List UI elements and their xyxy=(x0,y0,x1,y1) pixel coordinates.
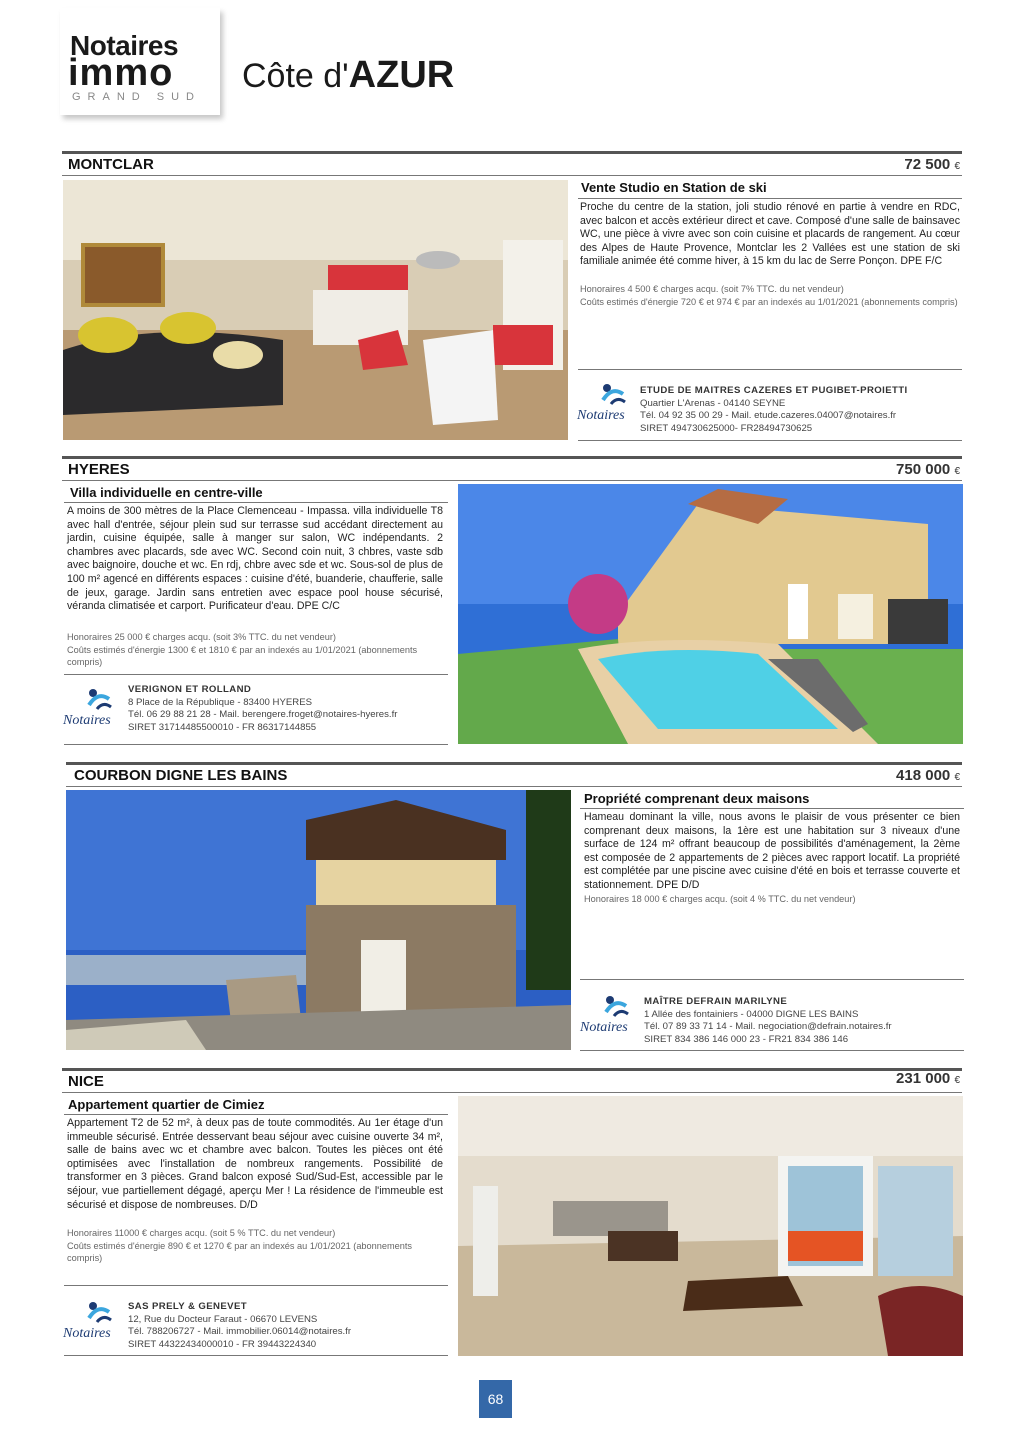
contact-name: ETUDE DE MAITRES CAZERES ET PUGIBET-PROIETTI xyxy=(640,385,908,396)
listing-title: Appartement quartier de Cimiez xyxy=(68,1097,265,1112)
contact-block xyxy=(128,684,448,734)
listing-description: Proche du centre de la station, joli studio rénové en partie à vendre en RDC, avec balcon et accès extérieur direct et cave. Composé d'une salle de bainsavec WC, une pièce à vivre avec son coin cuisine et placards de rangement. Au cœur des Alpes de Haute Provence, Montclar les 2 Vallées est une station de ski familiale animée été comme hiver, à 15 km du lac de Serre Ponçon. DPE F/C xyxy=(580,201,960,268)
contact-siret: SIRET 44322434000010 - FR 39443224340 xyxy=(128,1338,317,1350)
listing-rule-thin xyxy=(580,808,964,809)
region-title xyxy=(242,54,454,97)
listing-title: Villa individuelle en centre-ville xyxy=(70,485,263,500)
listing-rule xyxy=(62,151,962,154)
listing-fees: Honoraires 25 000 € charges acqu. (soit 3% TTC. du net vendeur) Coûts estimés d'énergie 1300 € et 1810 € par an indexés au 1/01/2021 (abonnements compris) xyxy=(67,632,418,668)
listing-title: Propriété comprenant deux maisons xyxy=(584,791,810,806)
listing-rule-thin xyxy=(578,369,962,370)
notaires-logo-icon: Notaires xyxy=(63,1296,133,1346)
contact-block xyxy=(128,1301,448,1351)
contact-phone-mail: Tél. 07 89 33 71 14 - Mail. negociation@defrain.notaires.fr xyxy=(644,1021,892,1033)
listing-price: 418 000 € xyxy=(896,767,960,784)
listing-price: 750 000 € xyxy=(896,461,960,478)
listing-description: A moins de 300 mètres de la Place Clemenceau - Impassa. villa individuelle T8 avec hall d'entrée, séjour plein sud sur terrasse sud accédant directement au jardin, cuisine équipée, salle à manger sur salon, WC indépendants. 2 chambres avec placards, sde avec WC. Second coin nuit, 3 chbres, vaste sdb avec baignoire, douche et wc. En rdj, chbre avec sde et wc. Sous-sol de plus de 100 m² agencé en différents espaces : cuisine d'été, buanderie, chaufferie, salle de jeux, garage. Jardin sans entretien avec espace pool house sécurisé, véranda climatisée et carport. Purificateur d'eau. DPE C/C xyxy=(67,505,443,613)
listing-title: Vente Studio en Station de ski xyxy=(581,180,767,195)
brand-logo xyxy=(60,8,220,115)
listing-rule xyxy=(66,762,962,765)
notaires-logo-icon: Notaires xyxy=(63,683,133,733)
listing-photo-villa xyxy=(458,484,963,744)
listing-rule-thin xyxy=(580,979,964,980)
listing-price: 231 000 € xyxy=(896,1070,960,1087)
listing-city: NICE xyxy=(68,1073,104,1090)
listing-rule-thin xyxy=(580,1050,964,1051)
listing-photo-studio xyxy=(63,180,568,440)
listing-rule-thin xyxy=(578,198,962,199)
page-number: 68 xyxy=(479,1380,512,1418)
logo-line1: Notaires xyxy=(70,30,179,61)
contact-block xyxy=(644,996,962,1046)
contact-address: Quartier L'Arenas - 04140 SEYNE xyxy=(640,397,786,409)
listing-photo-stone-house xyxy=(66,790,571,1050)
contact-address: 1 Allée des fontainiers - 04000 DIGNE LES BAINS xyxy=(644,1008,859,1020)
notaires-logo-icon: Notaires xyxy=(580,990,650,1040)
listing-rule-thin xyxy=(62,1092,962,1093)
contact-phone-mail: Tél. 04 92 35 00 29 - Mail. etude.cazeres.04007@notaires.fr xyxy=(640,410,897,422)
contact-address: 12, Rue du Docteur Faraut - 06670 LEVENS xyxy=(128,1313,318,1325)
region-prefix: Côte d' xyxy=(242,57,349,95)
contact-address: 8 Place de la République - 83400 HYERES xyxy=(128,696,312,708)
listing-rule-thin xyxy=(62,175,962,176)
contact-phone-mail: Tél. 06 29 88 21 28 - Mail. berengere.froget@notaires-hyeres.fr xyxy=(128,709,398,721)
listing-fees: Honoraires 11000 € charges acqu. (soit 5 % TTC. du net vendeur) Coûts estimés d'énergie 890 € et 1270 € par an indexés au 1/01/2021 (abonnements compris) xyxy=(67,1228,412,1264)
region-bold: AZUR xyxy=(348,54,455,96)
listing-photo-apartment xyxy=(458,1096,963,1356)
listing-price: 72 500 € xyxy=(904,156,960,173)
notaires-logo-icon: Notaires xyxy=(577,378,647,428)
listing-city: MONTCLAR xyxy=(68,156,154,173)
logo-line2: immo xyxy=(68,52,174,94)
listing-rule-thin xyxy=(64,674,448,675)
listing-description: Hameau dominant la ville, nous avons le plaisir de vous présenter ce bien comprenant deux maisons, la 1ère est une habitation sur 3 niveaux d'une surface de 124 m² offrant beaucoup de possibilités d'aménagement, la 2ème est composée de 2 appartements de 2 pièces avec rapport locatif. La propriété est complétée par une piscine avec cuisine d'été en bois et terrasse couverte et stationnement. DPE D/D xyxy=(584,811,960,891)
listing-rule-thin xyxy=(64,1114,448,1115)
listing-city: HYERES xyxy=(68,461,130,478)
listing-rule xyxy=(62,456,962,459)
listing-rule-thin xyxy=(64,1285,448,1286)
listing-rule-thin xyxy=(64,502,448,503)
contact-siret: SIRET 31714485500010 - FR 86317144855 xyxy=(128,721,317,733)
contact-phone-mail: Tél. 788206727 - Mail. immobilier.06014@notaires.fr xyxy=(128,1326,352,1338)
contact-name: VERIGNON ET ROLLAND xyxy=(128,684,252,695)
listing-fees: Honoraires 4 500 € charges acqu. (soit 7% TTC. du net vendeur) Coûts estimés d'énergie 720 € et 974 € par an indexés au 1/01/2021 (abonnements compris) xyxy=(580,284,958,307)
contact-siret: SIRET 494730625000- FR28494730625 xyxy=(640,422,813,434)
contact-name: MAÎTRE DEFRAIN MARILYNE xyxy=(644,996,788,1007)
listing-rule-thin xyxy=(66,786,962,787)
listing-rule-thin xyxy=(64,1355,448,1356)
contact-name: SAS PRELY & GENEVET xyxy=(128,1301,248,1312)
contact-block xyxy=(640,385,960,435)
listing-description: Appartement T2 de 52 m², à deux pas de toute commodités. Au 1er étage d'un immeuble sécurisé. Entrée desservant beau séjour avec cuisine ouverte 34 m², salle de bains avec wc et chambre avec balcon. Toutes les pièces ont été optimisées avec l'installation de nombreux rangements. Possibilité de transformer en 3 pièces. Grand balcon exposé Sud/Sud-Est, accessible par le séjour, vue partiellement dégagé, aperçu Mer ! La résidence de l'immeuble est sécurisé et dispose de nombreuses. D/D xyxy=(67,1117,443,1211)
listing-city: COURBON DIGNE LES BAINS xyxy=(74,767,288,784)
listing-fees: Honoraires 18 000 € charges acqu. (soit 4 % TTC. du net vendeur) xyxy=(584,894,856,904)
listing-rule-thin xyxy=(62,480,962,481)
contact-siret: SIRET 834 386 146 000 23 - FR21 834 386 146 xyxy=(644,1033,849,1045)
listing-rule-thin xyxy=(578,440,962,441)
logo-line3: GRAND SUD xyxy=(72,91,202,103)
listing-rule-thin xyxy=(64,744,448,745)
